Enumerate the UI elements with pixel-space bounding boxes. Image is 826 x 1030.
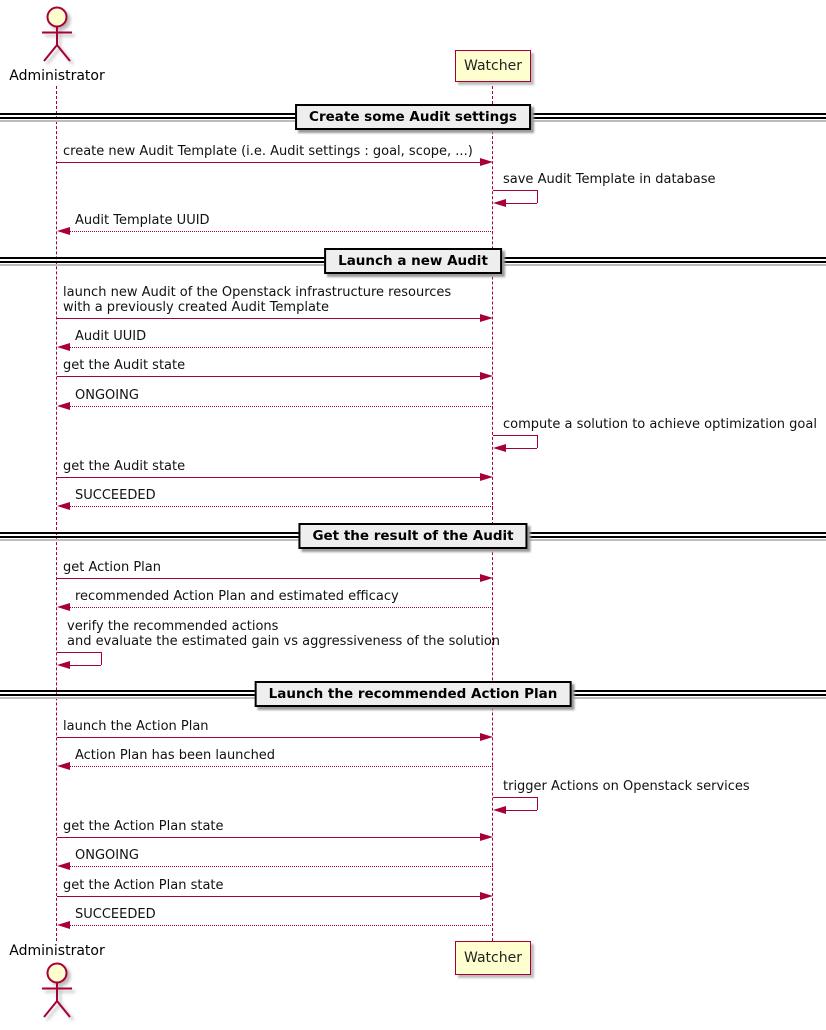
message-label: get the Audit state [63,459,186,474]
actor-stick-figure-icon [31,4,83,66]
self-message-line [493,435,537,436]
message-label: launch the Action Plan [63,719,209,734]
message-label: Audit Template UUID [75,213,210,228]
message-label: save Audit Template in database [503,172,716,187]
actor-stick-figure-icon [31,960,83,1022]
message-label: SUCCEEDED [75,488,156,503]
message-line [69,925,493,926]
message-line [69,347,493,348]
participant-watcher-top [455,50,531,82]
self-message-line [493,797,537,798]
message-label: get the Audit state [63,358,186,373]
message-label: compute a solution to achieve optimization goal [503,417,817,432]
actor-administrator-top [31,4,83,66]
section-divider [0,523,826,549]
message-label: recommended Action Plan and estimated efficacy [75,589,399,604]
participant-watcher-label-top: Watcher [464,58,522,74]
arrowhead-right-icon [480,158,493,166]
participant-watcher-bottom [455,941,531,975]
message-line [57,737,481,738]
message-line [57,837,481,838]
divider-title: Launch the recommended Action Plan [255,681,572,707]
message-label: SUCCEEDED [75,907,156,922]
arrowhead-right-icon [480,733,493,741]
message-line [69,607,493,608]
message-line [57,162,481,163]
self-message-line [537,435,538,448]
message-label: get the Action Plan state [63,878,224,893]
arrowhead-left-icon [57,502,70,510]
arrowhead-right-icon [480,314,493,322]
arrowhead-right-icon [480,372,493,380]
message-label: trigger Actions on Openstack services [503,779,750,794]
self-message-line [101,652,102,665]
message-line [57,896,481,897]
self-message-line [493,190,537,191]
message-line [69,231,493,232]
message-label: ONGOING [75,388,139,403]
section-divider [0,104,826,130]
arrowhead-right-icon [480,574,493,582]
actor-administrator-label-bottom: Administrator [9,943,105,959]
message-label: get Action Plan [63,560,161,575]
arrowhead-right-icon [480,892,493,900]
participant-watcher-label-bottom: Watcher [464,950,522,966]
message-line [57,477,481,478]
arrowhead-left-icon [57,343,70,351]
actor-administrator-label-top: Administrator [9,68,105,84]
arrowhead-left-icon [57,862,70,870]
message-line [57,318,481,319]
message-line [69,506,493,507]
self-message-line [537,797,538,810]
arrowhead-left-icon [57,921,70,929]
lifeline-administrator [56,86,57,941]
arrowhead-right-icon [480,473,493,481]
message-label: get the Action Plan state [63,819,224,834]
arrowhead-left-icon [57,402,70,410]
message-label: launch new Audit of the Openstack infrastructure resources with a previously created Audit Template [63,285,452,315]
divider-title: Create some Audit settings [295,104,531,130]
section-divider [0,681,826,707]
message-line [69,406,493,407]
arrowhead-left-icon [57,603,70,611]
message-line [69,866,493,867]
self-message-line [504,810,537,811]
arrowhead-right-icon [480,833,493,841]
message-label: ONGOING [75,848,139,863]
arrowhead-left-icon [493,806,506,814]
message-line [69,766,493,767]
message-label: Audit UUID [75,329,147,344]
self-message-line [57,652,101,653]
arrowhead-left-icon [57,661,70,669]
self-message-line [537,190,538,203]
divider-title: Get the result of the Audit [298,523,527,549]
self-message-line [68,665,101,666]
message-line [57,578,481,579]
arrowhead-left-icon [57,762,70,770]
arrowhead-left-icon [57,227,70,235]
self-message-line [504,448,537,449]
section-divider [0,248,826,274]
self-message-line [504,203,537,204]
actor-administrator-bottom [31,960,83,1022]
message-label: create new Audit Template (i.e. Audit settings : goal, scope, ...) [63,144,473,159]
divider-title: Launch a new Audit [324,248,502,274]
message-label: Action Plan has been launched [75,748,276,763]
arrowhead-left-icon [493,444,506,452]
arrowhead-left-icon [493,199,506,207]
message-line [57,376,481,377]
message-label: verify the recommended actions and evaluate the estimated gain vs aggressiveness of the solution [67,619,501,649]
